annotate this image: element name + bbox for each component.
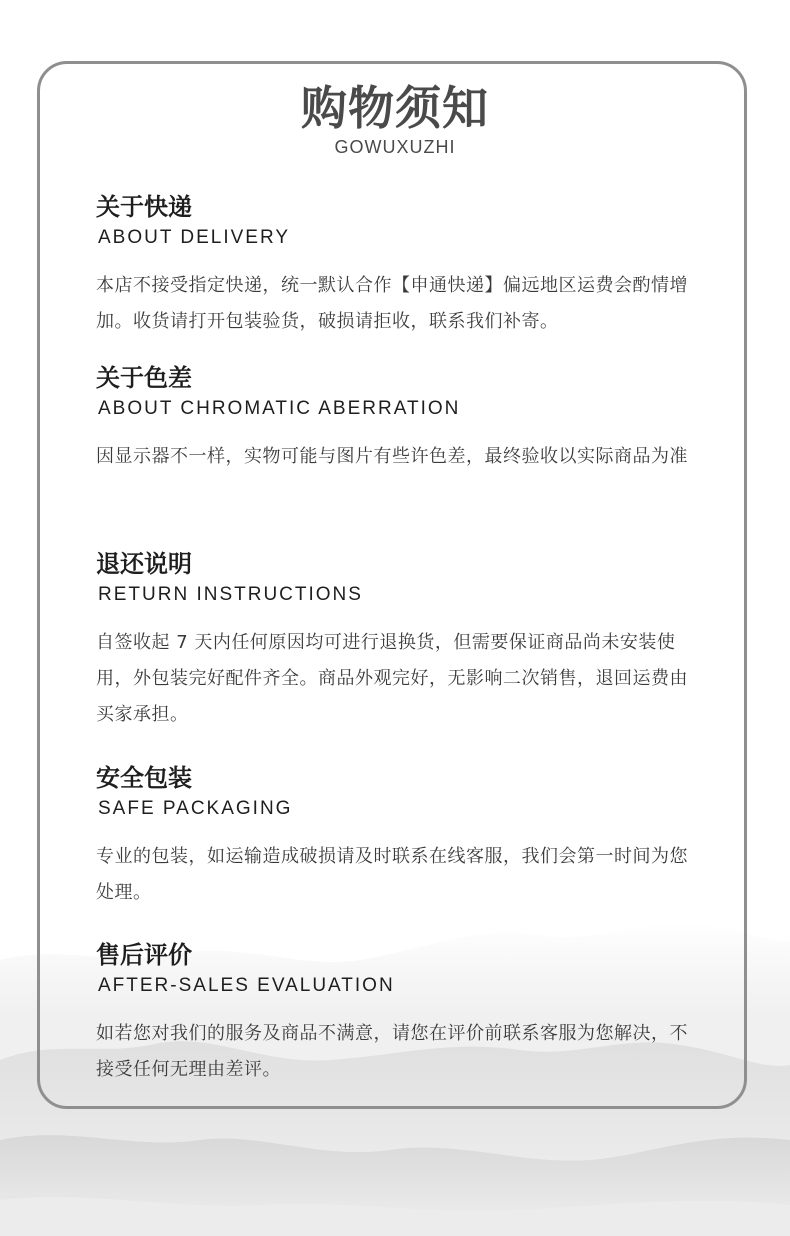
section-subtitle: SAFE PACKAGING xyxy=(98,798,293,819)
section-body: 专业的包装，如运输造成破损请及时联系在线客服，我们会第一时间为您处理。 xyxy=(96,846,688,903)
section-after-sales xyxy=(96,940,696,1088)
section-body: 如若您对我们的服务及商品不满意，请您在评价前联系客服为您解决，不接受任何无理由差评。 xyxy=(96,1023,688,1080)
section-title: 关于快递 xyxy=(96,193,192,221)
section-subtitle: ABOUT CHROMATIC ABERRATION xyxy=(98,398,461,419)
header xyxy=(0,80,790,158)
section-title: 退还说明 xyxy=(96,550,192,578)
section-return-instructions xyxy=(96,549,696,733)
section-subtitle: RETURN INSTRUCTIONS xyxy=(98,584,363,605)
page-subtitle: GOWUXUZHI xyxy=(334,137,456,157)
page-title: 购物须知 xyxy=(301,81,489,135)
section-body: 因显示器不一样，实物可能与图片有些许色差，最终验收以实际商品为准 xyxy=(96,446,688,467)
section-subtitle: AFTER-SALES EVALUATION xyxy=(98,975,395,996)
section-chromatic-aberration xyxy=(96,363,696,475)
section-subtitle: ABOUT DELIVERY xyxy=(98,227,291,248)
section-title: 安全包装 xyxy=(96,764,192,792)
section-title: 售后评价 xyxy=(96,941,192,969)
section-title: 关于色差 xyxy=(96,364,192,392)
section-safe-packaging xyxy=(96,763,696,911)
section-delivery xyxy=(96,192,696,340)
section-body: 自签收起 7 天内任何原因均可进行退换货，但需要保证商品尚未安装使用，外包装完好配件齐全。商品外观完好，无影响二次销售，退回运费由买家承担。 xyxy=(96,632,688,725)
section-body: 本店不接受指定快递，统一默认合作【申通快递】偏远地区运费会酌情增加。收货请打开包装验货，破损请拒收，联系我们补寄。 xyxy=(96,275,688,332)
